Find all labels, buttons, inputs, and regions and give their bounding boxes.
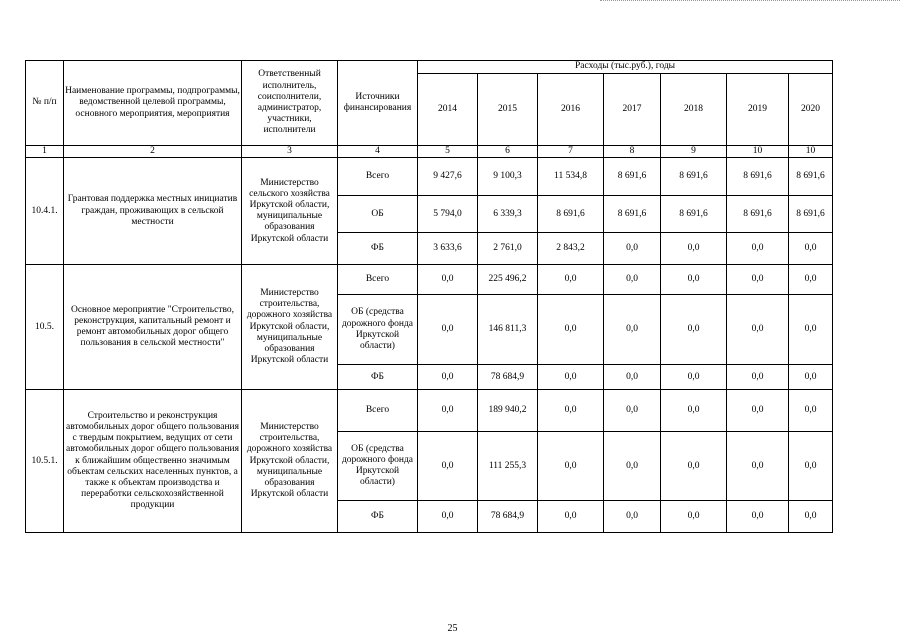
expense-value: 0,0 xyxy=(661,365,727,390)
expense-value: 8 691,6 xyxy=(789,196,833,233)
header-expenses: Расходы (тыс.руб.), годы xyxy=(418,61,833,74)
item-name: Строительство и реконструкция автомобильных дорог общего пользования с твердым покрытием, ведущих от сети автомобильных дорог общего пользования к ближайшим общественно значимым объектам сельских населенных пунктов, а также к объектам производства и переработки сельскохозяйственной продукции xyxy=(64,390,242,533)
column-number: 8 xyxy=(604,146,661,158)
header-number: № п/п xyxy=(26,61,64,146)
header-source: Источники финансирования xyxy=(338,61,418,146)
expense-value: 8 691,6 xyxy=(604,158,661,196)
expense-value: 9 100,3 xyxy=(478,158,538,196)
expense-value: 0,0 xyxy=(727,365,789,390)
table-row xyxy=(26,265,833,295)
expense-value: 0,0 xyxy=(727,432,789,501)
item-number: 10.5. xyxy=(26,265,64,390)
header-year: 2017 xyxy=(604,74,661,146)
expense-value: 0,0 xyxy=(418,265,478,295)
funding-source: ОБ (средства дорожного фонда Иркутской области) xyxy=(338,295,418,365)
expense-value: 8 691,6 xyxy=(789,158,833,196)
funding-source: ОБ xyxy=(338,196,418,233)
expense-value: 0,0 xyxy=(727,501,789,533)
expense-value: 6 339,3 xyxy=(478,196,538,233)
expense-value: 0,0 xyxy=(538,265,604,295)
expense-value: 0,0 xyxy=(789,265,833,295)
expense-value: 3 633,6 xyxy=(418,233,478,265)
expense-value: 0,0 xyxy=(789,501,833,533)
expense-value: 0,0 xyxy=(661,295,727,365)
expense-value: 0,0 xyxy=(604,233,661,265)
expense-value: 0,0 xyxy=(789,233,833,265)
header-year: 2016 xyxy=(538,74,604,146)
column-number: 10 xyxy=(727,146,789,158)
header-year: 2015 xyxy=(478,74,538,146)
expense-value: 146 811,3 xyxy=(478,295,538,365)
expense-value: 78 684,9 xyxy=(478,365,538,390)
expense-value: 0,0 xyxy=(538,501,604,533)
expense-value: 0,0 xyxy=(727,295,789,365)
expense-value: 9 427,6 xyxy=(418,158,478,196)
expense-value: 0,0 xyxy=(661,265,727,295)
header-year: 2014 xyxy=(418,74,478,146)
column-number: 10 xyxy=(789,146,833,158)
expense-value: 11 534,8 xyxy=(538,158,604,196)
expense-value: 8 691,6 xyxy=(727,196,789,233)
column-number: 2 xyxy=(64,146,242,158)
expense-value: 0,0 xyxy=(538,365,604,390)
expense-value: 0,0 xyxy=(604,390,661,432)
funding-source: ФБ xyxy=(338,233,418,265)
expense-value: 0,0 xyxy=(661,432,727,501)
expense-value: 0,0 xyxy=(538,432,604,501)
funding-source: ФБ xyxy=(338,365,418,390)
expense-value: 0,0 xyxy=(538,295,604,365)
item-responsible: Министерство строительства, дорожного хозяйства Иркутской области, муниципальные образования Иркутской области xyxy=(242,265,338,390)
expense-value: 0,0 xyxy=(418,432,478,501)
header-year: 2019 xyxy=(727,74,789,146)
item-number: 10.5.1. xyxy=(26,390,64,533)
expense-value: 5 794,0 xyxy=(418,196,478,233)
expense-value: 0,0 xyxy=(418,390,478,432)
item-name: Грантовая поддержка местных инициатив граждан, проживающих в сельской местности xyxy=(64,158,242,265)
expense-value: 0,0 xyxy=(789,432,833,501)
funding-source: ФБ xyxy=(338,501,418,533)
expense-value: 0,0 xyxy=(604,295,661,365)
column-number: 9 xyxy=(661,146,727,158)
expense-value: 0,0 xyxy=(604,365,661,390)
table-row xyxy=(26,158,833,196)
expense-value: 0,0 xyxy=(661,501,727,533)
header-year: 2018 xyxy=(661,74,727,146)
expense-value: 111 255,3 xyxy=(478,432,538,501)
header-responsible: Ответственный исполнитель, соисполнители, администратор, участники, исполнители xyxy=(242,61,338,146)
expense-value: 0,0 xyxy=(789,295,833,365)
expense-value: 0,0 xyxy=(661,390,727,432)
expense-value: 8 691,6 xyxy=(661,196,727,233)
column-number: 7 xyxy=(538,146,604,158)
expense-value: 0,0 xyxy=(661,233,727,265)
item-number: 10.4.1. xyxy=(26,158,64,265)
column-number: 4 xyxy=(338,146,418,158)
column-number: 6 xyxy=(478,146,538,158)
expense-value: 0,0 xyxy=(604,432,661,501)
column-number: 5 xyxy=(418,146,478,158)
expense-value: 0,0 xyxy=(418,365,478,390)
funding-source: ОБ (средства дорожного фонда Иркутской области) xyxy=(338,432,418,501)
expense-value: 0,0 xyxy=(727,265,789,295)
expense-value: 0,0 xyxy=(538,390,604,432)
expense-value: 8 691,6 xyxy=(538,196,604,233)
item-responsible: Министерство сельского хозяйства Иркутской области, муниципальные образования Иркутской области xyxy=(242,158,338,265)
expense-value: 8 691,6 xyxy=(604,196,661,233)
expense-value: 0,0 xyxy=(418,295,478,365)
item-name: Основное мероприятие "Строительство, реконструкция, капитальный ремонт и ремонт автомобильных дорог общего пользования в сельской местности" xyxy=(64,265,242,390)
table-row xyxy=(26,390,833,432)
expense-value: 0,0 xyxy=(604,265,661,295)
funding-source: Всего xyxy=(338,158,418,196)
funding-source: Всего xyxy=(338,265,418,295)
column-number: 3 xyxy=(242,146,338,158)
expense-value: 8 691,6 xyxy=(661,158,727,196)
expense-value: 189 940,2 xyxy=(478,390,538,432)
expense-value: 0,0 xyxy=(727,233,789,265)
page-number: 25 xyxy=(447,623,458,634)
expense-value: 78 684,9 xyxy=(478,501,538,533)
funding-source: Всего xyxy=(338,390,418,432)
header-name: Наименование программы, подпрограммы, ведомственной целевой программы, основного мероприятия, мероприятия xyxy=(64,61,242,146)
column-number: 1 xyxy=(26,146,64,158)
expense-value: 2 843,2 xyxy=(538,233,604,265)
top-edge-rule xyxy=(600,0,900,1)
item-responsible: Министерство строительства, дорожного хозяйства Иркутской области, муниципальные образования Иркутской области xyxy=(242,390,338,533)
expense-value: 0,0 xyxy=(789,365,833,390)
expense-value: 225 496,2 xyxy=(478,265,538,295)
financing-table xyxy=(25,60,833,533)
expense-value: 2 761,0 xyxy=(478,233,538,265)
expense-value: 0,0 xyxy=(418,501,478,533)
expense-value: 8 691,6 xyxy=(727,158,789,196)
header-year: 2020 xyxy=(789,74,833,146)
expense-value: 0,0 xyxy=(727,390,789,432)
expense-value: 0,0 xyxy=(789,390,833,432)
expense-value: 0,0 xyxy=(604,501,661,533)
